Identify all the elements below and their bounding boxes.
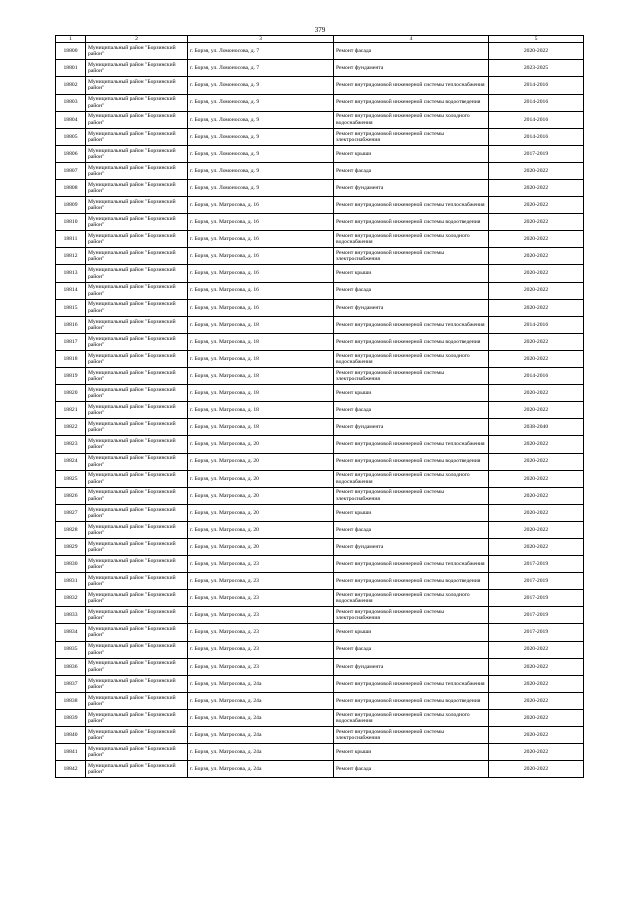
cell-number: 18838: [56, 692, 86, 709]
cell-period: 2014-2016: [489, 94, 584, 111]
table-row: [56, 556, 584, 573]
cell-period: 2020-2022: [489, 214, 584, 231]
cell-address: г. Борзя, ул. Матросова, д. 16: [188, 197, 334, 214]
cell-number: 18832: [56, 590, 86, 607]
cell-district: Муниципальный район "Борзинский район": [86, 231, 188, 248]
cell-period: 2020-2022: [489, 487, 584, 504]
cell-address: г. Борзя, ул. Матросова, д. 24а: [188, 744, 334, 761]
cell-district: Муниципальный район "Борзинский район": [86, 368, 188, 385]
cell-number: 18842: [56, 761, 86, 778]
cell-number: 18804: [56, 111, 86, 128]
cell-address: г. Борзя, ул. Ломоносова, д. 7: [188, 60, 334, 77]
table-row: [56, 111, 584, 128]
cell-number: 18833: [56, 607, 86, 624]
cell-work-type: Ремонт фундамента: [334, 538, 489, 555]
cell-work-type: Ремонт внутридомовой инженерной системы теплоснабжения: [334, 316, 489, 333]
cell-district: Муниципальный район "Борзинский район": [86, 590, 188, 607]
cell-number: 18820: [56, 385, 86, 402]
cell-number: 18815: [56, 299, 86, 316]
cell-district: Муниципальный район "Борзинский район": [86, 709, 188, 726]
cell-address: г. Борзя, ул. Матросова, д. 23: [188, 641, 334, 658]
column-header-2: 2: [86, 36, 188, 43]
cell-address: г. Борзя, ул. Матросова, д. 16: [188, 248, 334, 265]
table-row: [56, 214, 584, 231]
table-row: [56, 675, 584, 692]
cell-number: 18803: [56, 94, 86, 111]
cell-district: Муниципальный район "Борзинский район": [86, 658, 188, 675]
cell-work-type: Ремонт внутридомовой инженерной системы холодного водоснабжения: [334, 350, 489, 367]
page-number: 379: [314, 26, 326, 34]
cell-district: Муниципальный район "Борзинский район": [86, 162, 188, 179]
cell-period: 2014-2016: [489, 111, 584, 128]
cell-work-type: Ремонт внутридомовой инженерной системы электроснабжения: [334, 248, 489, 265]
cell-district: Муниципальный район "Борзинский район": [86, 350, 188, 367]
table-row: [56, 624, 584, 641]
cell-work-type: Ремонт внутридомовой инженерной системы теплоснабжения: [334, 556, 489, 573]
cell-address: г. Борзя, ул. Матросова, д. 20: [188, 453, 334, 470]
table-body: [56, 43, 584, 778]
cell-district: Муниципальный район "Борзинский район": [86, 453, 188, 470]
cell-district: Муниципальный район "Борзинский район": [86, 197, 188, 214]
table-row: [56, 641, 584, 658]
table-row: [56, 573, 584, 590]
cell-district: Муниципальный район "Борзинский район": [86, 180, 188, 197]
cell-address: г. Борзя, ул. Матросова, д. 20: [188, 470, 334, 487]
cell-number: 18807: [56, 162, 86, 179]
cell-period: 2020-2022: [489, 282, 584, 299]
cell-number: 18814: [56, 282, 86, 299]
cell-period: 2020-2022: [489, 402, 584, 419]
cell-address: г. Борзя, ул. Матросова, д. 20: [188, 436, 334, 453]
cell-period: 2020-2022: [489, 675, 584, 692]
table-row: [56, 727, 584, 744]
cell-district: Муниципальный район "Борзинский район": [86, 333, 188, 350]
cell-work-type: Ремонт фасада: [334, 402, 489, 419]
cell-period: 2020-2022: [489, 385, 584, 402]
cell-district: Муниципальный район "Борзинский район": [86, 607, 188, 624]
cell-number: 18829: [56, 538, 86, 555]
cell-period: 2020-2022: [489, 43, 584, 60]
cell-address: г. Борзя, ул. Матросова, д. 20: [188, 521, 334, 538]
table-row: [56, 453, 584, 470]
table-row: [56, 350, 584, 367]
cell-number: 18818: [56, 350, 86, 367]
table-row: [56, 436, 584, 453]
table-row: [56, 162, 584, 179]
cell-period: 2020-2022: [489, 197, 584, 214]
cell-work-type: Ремонт внутридомовой инженерной системы холодного водоснабжения: [334, 231, 489, 248]
cell-period: 2017-2019: [489, 624, 584, 641]
cell-period: 2020-2022: [489, 538, 584, 555]
cell-address: г. Борзя, ул. Матросова, д. 16: [188, 231, 334, 248]
cell-address: г. Борзя, ул. Матросова, д. 18: [188, 368, 334, 385]
cell-work-type: Ремонт внутридомовой инженерной системы водоотведения: [334, 453, 489, 470]
cell-work-type: Ремонт фундамента: [334, 299, 489, 316]
cell-district: Муниципальный район "Борзинский район": [86, 214, 188, 231]
cell-period: 2017-2019: [489, 607, 584, 624]
cell-work-type: Ремонт фасада: [334, 43, 489, 60]
table-row: [56, 658, 584, 675]
cell-period: 2017-2019: [489, 590, 584, 607]
table-row: [56, 248, 584, 265]
cell-work-type: Ремонт крыши: [334, 504, 489, 521]
header-row: [56, 36, 584, 43]
cell-number: 18813: [56, 265, 86, 282]
table-row: [56, 761, 584, 778]
cell-address: г. Борзя, ул. Матросова, д. 24а: [188, 727, 334, 744]
cell-work-type: Ремонт внутридомовой инженерной системы теплоснабжения: [334, 436, 489, 453]
table-row: [56, 419, 584, 436]
cell-district: Муниципальный район "Борзинский район": [86, 282, 188, 299]
capital-repair-table: [55, 35, 584, 778]
cell-address: г. Борзя, ул. Матросова, д. 20: [188, 538, 334, 555]
cell-district: Муниципальный район "Борзинский район": [86, 145, 188, 162]
cell-address: г. Борзя, ул. Ломоносова, д. 9: [188, 77, 334, 94]
table-row: [56, 504, 584, 521]
cell-work-type: Ремонт фасада: [334, 761, 489, 778]
cell-work-type: Ремонт фасада: [334, 282, 489, 299]
cell-period: 2020-2022: [489, 692, 584, 709]
cell-address: г. Борзя, ул. Матросова, д. 24а: [188, 709, 334, 726]
cell-district: Муниципальный район "Борзинский район": [86, 77, 188, 94]
table-row: [56, 282, 584, 299]
cell-period: 2020-2022: [489, 162, 584, 179]
column-header-4: 4: [334, 36, 489, 43]
cell-period: 2020-2022: [489, 265, 584, 282]
cell-address: г. Борзя, ул. Матросова, д. 18: [188, 333, 334, 350]
cell-period: 2014-2016: [489, 368, 584, 385]
cell-period: 2020-2022: [489, 470, 584, 487]
cell-address: г. Борзя, ул. Матросова, д. 24а: [188, 675, 334, 692]
cell-period: 2038-2040: [489, 419, 584, 436]
cell-number: 18831: [56, 573, 86, 590]
cell-number: 18801: [56, 60, 86, 77]
cell-work-type: Ремонт внутридомовой инженерной системы электроснабжения: [334, 727, 489, 744]
cell-address: г. Борзя, ул. Матросова, д. 24а: [188, 761, 334, 778]
cell-address: г. Борзя, ул. Ломоносова, д. 9: [188, 162, 334, 179]
cell-address: г. Борзя, ул. Матросова, д. 16: [188, 299, 334, 316]
cell-work-type: Ремонт внутридомовой инженерной системы холодного водоснабжения: [334, 470, 489, 487]
cell-number: 18826: [56, 487, 86, 504]
cell-address: г. Борзя, ул. Ломоносова, д. 9: [188, 111, 334, 128]
cell-number: 18816: [56, 316, 86, 333]
table-row: [56, 487, 584, 504]
cell-work-type: Ремонт крыши: [334, 385, 489, 402]
cell-number: 18836: [56, 658, 86, 675]
table-row: [56, 43, 584, 60]
cell-work-type: Ремонт фасада: [334, 521, 489, 538]
cell-address: г. Борзя, ул. Матросова, д. 18: [188, 385, 334, 402]
cell-district: Муниципальный район "Борзинский район": [86, 299, 188, 316]
cell-address: г. Борзя, ул. Матросова, д. 23: [188, 658, 334, 675]
cell-district: Муниципальный район "Борзинский район": [86, 521, 188, 538]
cell-address: г. Борзя, ул. Матросова, д. 18: [188, 402, 334, 419]
table-row: [56, 709, 584, 726]
cell-number: 18834: [56, 624, 86, 641]
column-header-3: 3: [188, 36, 334, 43]
column-header-1: 1: [56, 36, 86, 43]
table-row: [56, 368, 584, 385]
cell-district: Муниципальный район "Борзинский район": [86, 624, 188, 641]
cell-number: 18825: [56, 470, 86, 487]
cell-district: Муниципальный район "Борзинский район": [86, 675, 188, 692]
table-row: [56, 128, 584, 145]
table-row: [56, 316, 584, 333]
cell-work-type: Ремонт внутридомовой инженерной системы холодного водоснабжения: [334, 111, 489, 128]
cell-district: Муниципальный район "Борзинский район": [86, 419, 188, 436]
table-row: [56, 60, 584, 77]
cell-address: г. Борзя, ул. Матросова, д. 18: [188, 350, 334, 367]
table-row: [56, 607, 584, 624]
cell-period: 2017-2019: [489, 145, 584, 162]
cell-period: 2020-2022: [489, 641, 584, 658]
cell-address: г. Борзя, ул. Матросова, д. 16: [188, 265, 334, 282]
cell-period: 2014-2016: [489, 316, 584, 333]
cell-number: 18817: [56, 333, 86, 350]
cell-work-type: Ремонт внутридомовой инженерной системы холодного водоснабжения: [334, 709, 489, 726]
cell-address: г. Борзя, ул. Матросова, д. 24а: [188, 692, 334, 709]
cell-address: г. Борзя, ул. Матросова, д. 20: [188, 504, 334, 521]
cell-work-type: Ремонт фундамента: [334, 180, 489, 197]
table-row: [56, 265, 584, 282]
cell-address: г. Борзя, ул. Ломоносова, д. 7: [188, 43, 334, 60]
cell-number: 18811: [56, 231, 86, 248]
cell-period: 2020-2022: [489, 709, 584, 726]
cell-district: Муниципальный район "Борзинский район": [86, 43, 188, 60]
cell-period: 2023-2025: [489, 60, 584, 77]
cell-number: 18800: [56, 43, 86, 60]
cell-work-type: Ремонт внутридомовой инженерной системы электроснабжения: [334, 607, 489, 624]
cell-number: 18808: [56, 180, 86, 197]
cell-work-type: Ремонт крыши: [334, 145, 489, 162]
table-row: [56, 333, 584, 350]
cell-work-type: Ремонт фасада: [334, 162, 489, 179]
cell-district: Муниципальный район "Борзинский район": [86, 641, 188, 658]
cell-period: 2020-2022: [489, 453, 584, 470]
cell-number: 18828: [56, 521, 86, 538]
cell-work-type: Ремонт фундамента: [334, 60, 489, 77]
cell-work-type: Ремонт внутридомовой инженерной системы водоотведения: [334, 573, 489, 590]
table-row: [56, 145, 584, 162]
cell-address: г. Борзя, ул. Матросова, д. 23: [188, 556, 334, 573]
cell-period: 2020-2022: [489, 350, 584, 367]
cell-work-type: Ремонт внутридомовой инженерной системы теплоснабжения: [334, 197, 489, 214]
cell-number: 18830: [56, 556, 86, 573]
table-row: [56, 77, 584, 94]
cell-number: 18823: [56, 436, 86, 453]
table-row: [56, 470, 584, 487]
cell-period: 2020-2022: [489, 658, 584, 675]
cell-work-type: Ремонт внутридомовой инженерной системы электроснабжения: [334, 487, 489, 504]
cell-period: 2014-2016: [489, 77, 584, 94]
cell-address: г. Борзя, ул. Матросова, д. 23: [188, 590, 334, 607]
cell-number: 18841: [56, 744, 86, 761]
cell-number: 18840: [56, 727, 86, 744]
cell-work-type: Ремонт фундамента: [334, 658, 489, 675]
cell-address: г. Борзя, ул. Ломоносова, д. 9: [188, 145, 334, 162]
cell-district: Муниципальный район "Борзинский район": [86, 248, 188, 265]
cell-work-type: Ремонт крыши: [334, 265, 489, 282]
cell-number: 18802: [56, 77, 86, 94]
table-row: [56, 299, 584, 316]
column-header-5: 5: [489, 36, 584, 43]
cell-work-type: Ремонт внутридомовой инженерной системы водоотведения: [334, 333, 489, 350]
cell-work-type: Ремонт внутридомовой инженерной системы теплоснабжения: [334, 77, 489, 94]
cell-period: 2020-2022: [489, 521, 584, 538]
cell-period: 2020-2022: [489, 727, 584, 744]
cell-period: 2020-2022: [489, 248, 584, 265]
table-row: [56, 402, 584, 419]
cell-district: Муниципальный район "Борзинский район": [86, 761, 188, 778]
cell-work-type: Ремонт внутридомовой инженерной системы теплоснабжения: [334, 675, 489, 692]
cell-work-type: Ремонт крыши: [334, 744, 489, 761]
cell-district: Муниципальный район "Борзинский район": [86, 470, 188, 487]
table-row: [56, 590, 584, 607]
cell-number: 18809: [56, 197, 86, 214]
cell-address: г. Борзя, ул. Ломоносова, д. 9: [188, 128, 334, 145]
cell-number: 18810: [56, 214, 86, 231]
cell-period: 2020-2022: [489, 180, 584, 197]
cell-district: Муниципальный район "Борзинский район": [86, 504, 188, 521]
table-row: [56, 385, 584, 402]
cell-address: г. Борзя, ул. Матросова, д. 23: [188, 607, 334, 624]
cell-work-type: Ремонт внутридомовой инженерной системы водоотведения: [334, 214, 489, 231]
cell-district: Муниципальный район "Борзинский район": [86, 265, 188, 282]
cell-work-type: Ремонт внутридомовой инженерной системы водоотведения: [334, 94, 489, 111]
cell-district: Муниципальный район "Борзинский район": [86, 538, 188, 555]
cell-work-type: Ремонт фундамента: [334, 419, 489, 436]
cell-period: 2014-2016: [489, 128, 584, 145]
table-row: [56, 692, 584, 709]
table-row: [56, 94, 584, 111]
cell-district: Муниципальный район "Борзинский район": [86, 573, 188, 590]
cell-address: г. Борзя, ул. Матросова, д. 23: [188, 624, 334, 641]
cell-work-type: Ремонт фасада: [334, 641, 489, 658]
cell-number: 18819: [56, 368, 86, 385]
cell-address: г. Борзя, ул. Ломоносова, д. 9: [188, 94, 334, 111]
cell-district: Муниципальный район "Борзинский район": [86, 556, 188, 573]
cell-number: 18835: [56, 641, 86, 658]
table-header: [56, 36, 584, 43]
cell-work-type: Ремонт внутридомовой инженерной системы водоотведения: [334, 692, 489, 709]
cell-period: 2017-2019: [489, 573, 584, 590]
cell-district: Муниципальный район "Борзинский район": [86, 60, 188, 77]
cell-period: 2020-2022: [489, 504, 584, 521]
table-row: [56, 538, 584, 555]
cell-period: 2020-2022: [489, 231, 584, 248]
cell-number: 18805: [56, 128, 86, 145]
cell-district: Муниципальный район "Борзинский район": [86, 436, 188, 453]
cell-number: 18821: [56, 402, 86, 419]
cell-address: г. Борзя, ул. Матросова, д. 20: [188, 487, 334, 504]
cell-work-type: Ремонт крыши: [334, 624, 489, 641]
cell-district: Муниципальный район "Борзинский район": [86, 385, 188, 402]
cell-district: Муниципальный район "Борзинский район": [86, 487, 188, 504]
cell-address: г. Борзя, ул. Матросова, д. 18: [188, 316, 334, 333]
cell-number: 18827: [56, 504, 86, 521]
cell-period: 2020-2022: [489, 436, 584, 453]
cell-address: г. Борзя, ул. Матросова, д. 16: [188, 282, 334, 299]
table-row: [56, 180, 584, 197]
cell-period: 2020-2022: [489, 299, 584, 316]
table-row: [56, 197, 584, 214]
cell-district: Муниципальный район "Борзинский район": [86, 692, 188, 709]
cell-district: Муниципальный район "Борзинский район": [86, 316, 188, 333]
cell-district: Муниципальный район "Борзинский район": [86, 727, 188, 744]
cell-number: 18806: [56, 145, 86, 162]
cell-number: 18839: [56, 709, 86, 726]
table-row: [56, 231, 584, 248]
table-row: [56, 521, 584, 538]
cell-district: Муниципальный район "Борзинский район": [86, 402, 188, 419]
cell-period: 2017-2019: [489, 556, 584, 573]
cell-number: 18822: [56, 419, 86, 436]
cell-work-type: Ремонт внутридомовой инженерной системы электроснабжения: [334, 128, 489, 145]
cell-number: 18824: [56, 453, 86, 470]
cell-district: Муниципальный район "Борзинский район": [86, 128, 188, 145]
cell-address: г. Борзя, ул. Матросова, д. 23: [188, 573, 334, 590]
cell-period: 2020-2022: [489, 744, 584, 761]
cell-period: 2020-2022: [489, 333, 584, 350]
cell-address: г. Борзя, ул. Матросова, д. 18: [188, 419, 334, 436]
cell-address: г. Борзя, ул. Матросова, д. 16: [188, 214, 334, 231]
cell-work-type: Ремонт внутридомовой инженерной системы холодного водоснабжения: [334, 590, 489, 607]
cell-number: 18837: [56, 675, 86, 692]
cell-number: 18812: [56, 248, 86, 265]
table-row: [56, 744, 584, 761]
cell-address: г. Борзя, ул. Ломоносова, д. 9: [188, 180, 334, 197]
cell-district: Муниципальный район "Борзинский район": [86, 111, 188, 128]
cell-district: Муниципальный район "Борзинский район": [86, 744, 188, 761]
cell-district: Муниципальный район "Борзинский район": [86, 94, 188, 111]
cell-work-type: Ремонт внутридомовой инженерной системы электроснабжения: [334, 368, 489, 385]
cell-period: 2020-2022: [489, 761, 584, 778]
